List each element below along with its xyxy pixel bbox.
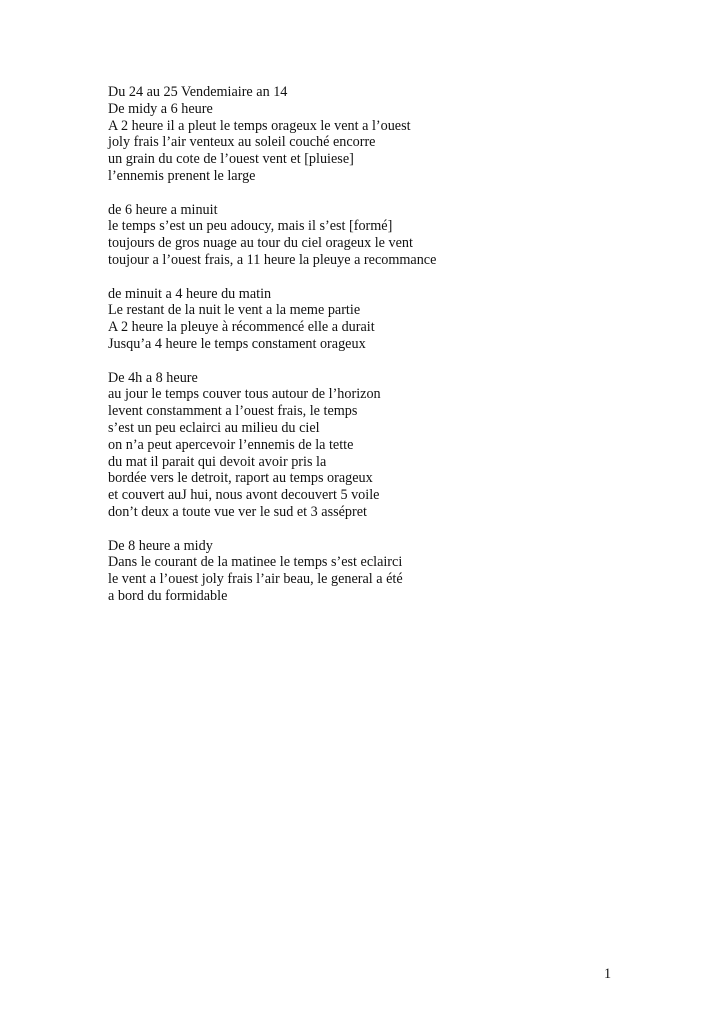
text-line: Le restant de la nuit le vent a la meme partie bbox=[108, 302, 361, 319]
page-number: 1 bbox=[604, 966, 612, 982]
text-line: du mat il parait qui devoit avoir pris la bbox=[108, 453, 327, 470]
paragraph-3 bbox=[108, 286, 668, 353]
text-line: Jusqu’a 4 heure le temps constament orageux bbox=[108, 335, 366, 352]
text-line: Du 24 au 25 Vendemiaire an 14 bbox=[108, 84, 288, 100]
text-line: s’est un peu eclairci au milieu du ciel bbox=[108, 419, 320, 436]
text-line: un grain du cote de l’ouest vent et [pluiese] bbox=[108, 151, 354, 168]
text-line: l’ennemis prenent le large bbox=[108, 167, 256, 184]
paragraph-2 bbox=[108, 202, 668, 269]
text-line: A 2 heure la pleuye à récommencé elle a durait bbox=[108, 319, 375, 336]
paragraph-5 bbox=[108, 538, 668, 605]
text-line: toujours de gros nuage au tour du ciel orageux le vent bbox=[108, 235, 413, 252]
text-line: De 8 heure a midy bbox=[108, 537, 213, 554]
text-line: on n’a peut apercevoir l’ennemis de la tette bbox=[108, 436, 354, 453]
text-line: de minuit a 4 heure du matin bbox=[108, 285, 272, 302]
text-line: De midy a 6 heure bbox=[108, 100, 213, 117]
text-line: Dans le courant de la matinee le temps s’est eclairci bbox=[108, 554, 403, 571]
document-body bbox=[108, 84, 668, 622]
paragraph-4 bbox=[108, 370, 668, 521]
text-line: au jour le temps couver tous autour de l’horizon bbox=[108, 386, 381, 403]
text-line: levent constamment a l’ouest frais, le temps bbox=[108, 403, 358, 420]
paragraph-1 bbox=[108, 84, 668, 185]
text-line: toujour a l’ouest frais, a 11 heure la pleuye a recommance bbox=[108, 251, 437, 268]
text-line: a bord du formidable bbox=[108, 587, 228, 604]
text-line: bordée vers le detroit, raport au temps orageux bbox=[108, 470, 373, 487]
text-line: de 6 heure a minuit bbox=[108, 201, 218, 218]
text-line: et couvert auJ hui, nous avont decouvert 5 voile bbox=[108, 487, 380, 504]
text-line: le temps s’est un peu adoucy, mais il s’est [formé] bbox=[108, 218, 393, 235]
text-line: De 4h a 8 heure bbox=[108, 369, 198, 386]
text-line: joly frais l’air venteux au soleil couché encorre bbox=[108, 134, 376, 151]
text-line: don’t deux a toute vue ver le sud et 3 asséрret bbox=[108, 503, 367, 520]
text-line: le vent a l’ouest joly frais l’air beau, le general a été bbox=[108, 571, 403, 588]
text-line: A 2 heure il a pleut le temps orageux le vent a l’ouest bbox=[108, 117, 411, 134]
